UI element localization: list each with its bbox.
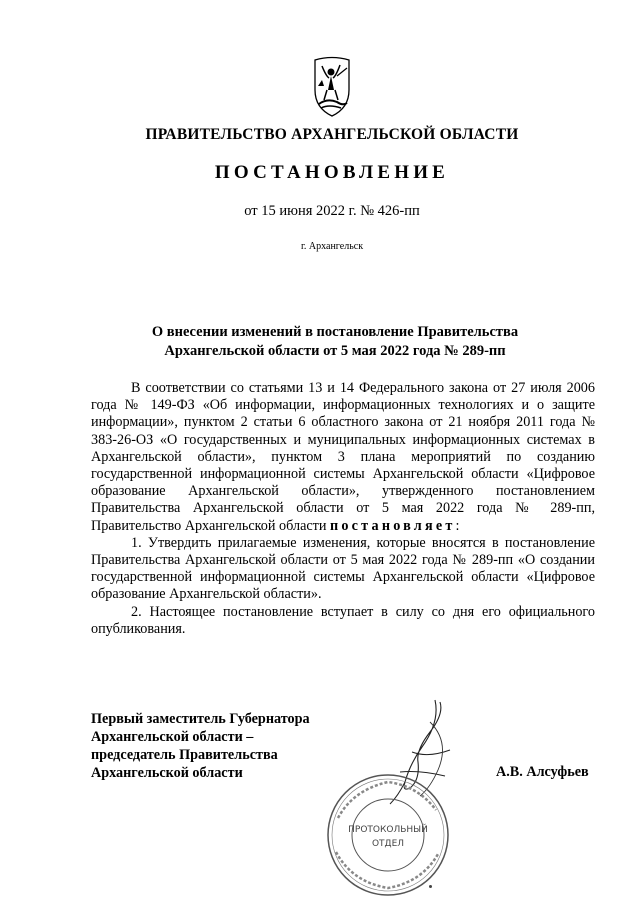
signer-name: А.В. Алсуфьев (496, 764, 589, 780)
item-1-paragraph: 1. Утвердить прилагаемые изменения, которые вносятся в постановление Правительства Архангельской области от 5 мая 2022 года № 289-пп «О создании государственной информационной системы Архангельской области «Цифровое образование Архангельской области». (91, 534, 595, 603)
official-stamp (318, 770, 458, 900)
signer-title-line-3: председатель Правительства (91, 747, 278, 763)
signer-title-line-2: Архангельской области – (91, 729, 254, 745)
item-2-paragraph: 2. Настоящее постановление вступает в силу со дня его официального опубликования. (91, 603, 595, 637)
stamp-center-line-1: ПРОТОКОЛЬНЫЙ (348, 825, 428, 835)
decree-word: постановляет (330, 517, 456, 534)
doc-body (91, 380, 595, 638)
coat-of-arms-icon (307, 56, 357, 118)
subject-line-2: Архангельской области от 5 мая 2022 года № 289-пп (164, 343, 506, 359)
preamble-paragraph (91, 380, 595, 535)
subject-line-1: О внесении изменений в постановление Правительства (151, 324, 519, 340)
doc-type-title: ПОСТАНОВЛЕНИЕ (214, 162, 450, 183)
doc-subject (120, 323, 550, 361)
doc-city: г. Архангельск (300, 241, 364, 252)
stamp-center-line-2: ОТДЕЛ (371, 839, 405, 849)
signer-title-line-1: Первый заместитель Губернатора (91, 711, 310, 727)
preamble-end: : (455, 517, 460, 534)
speck (429, 885, 432, 888)
org-title: ПРАВИТЕЛЬСТВО АРХАНГЕЛЬСКОЙ ОБЛАСТИ (145, 126, 519, 143)
doc-date-number: от 15 июня 2022 г. № 426-пп (244, 203, 420, 219)
preamble-text: В соответствии со статьями 13 и 14 Федерального закона от 27 июля 2006 года № 149-ФЗ «Об информации, информационных технологиях и о защите информации», пунктом 2 статьи 6 областного закона от 21 ноября 2011 года № 383-26-ОЗ «О государственных и муниципальных информационных системах в Архангельской области», пунктом 3 плана мероприятий по созданию государственной информационной системы Архангельской области «Цифровое образование Архангельской области», утвержденного постановлением Правительства Архангельской области от 5 мая 2022 года № 289-пп, Правительство Архангельской области (91, 380, 595, 534)
signer-title-line-4: Архангельской области (91, 765, 243, 781)
